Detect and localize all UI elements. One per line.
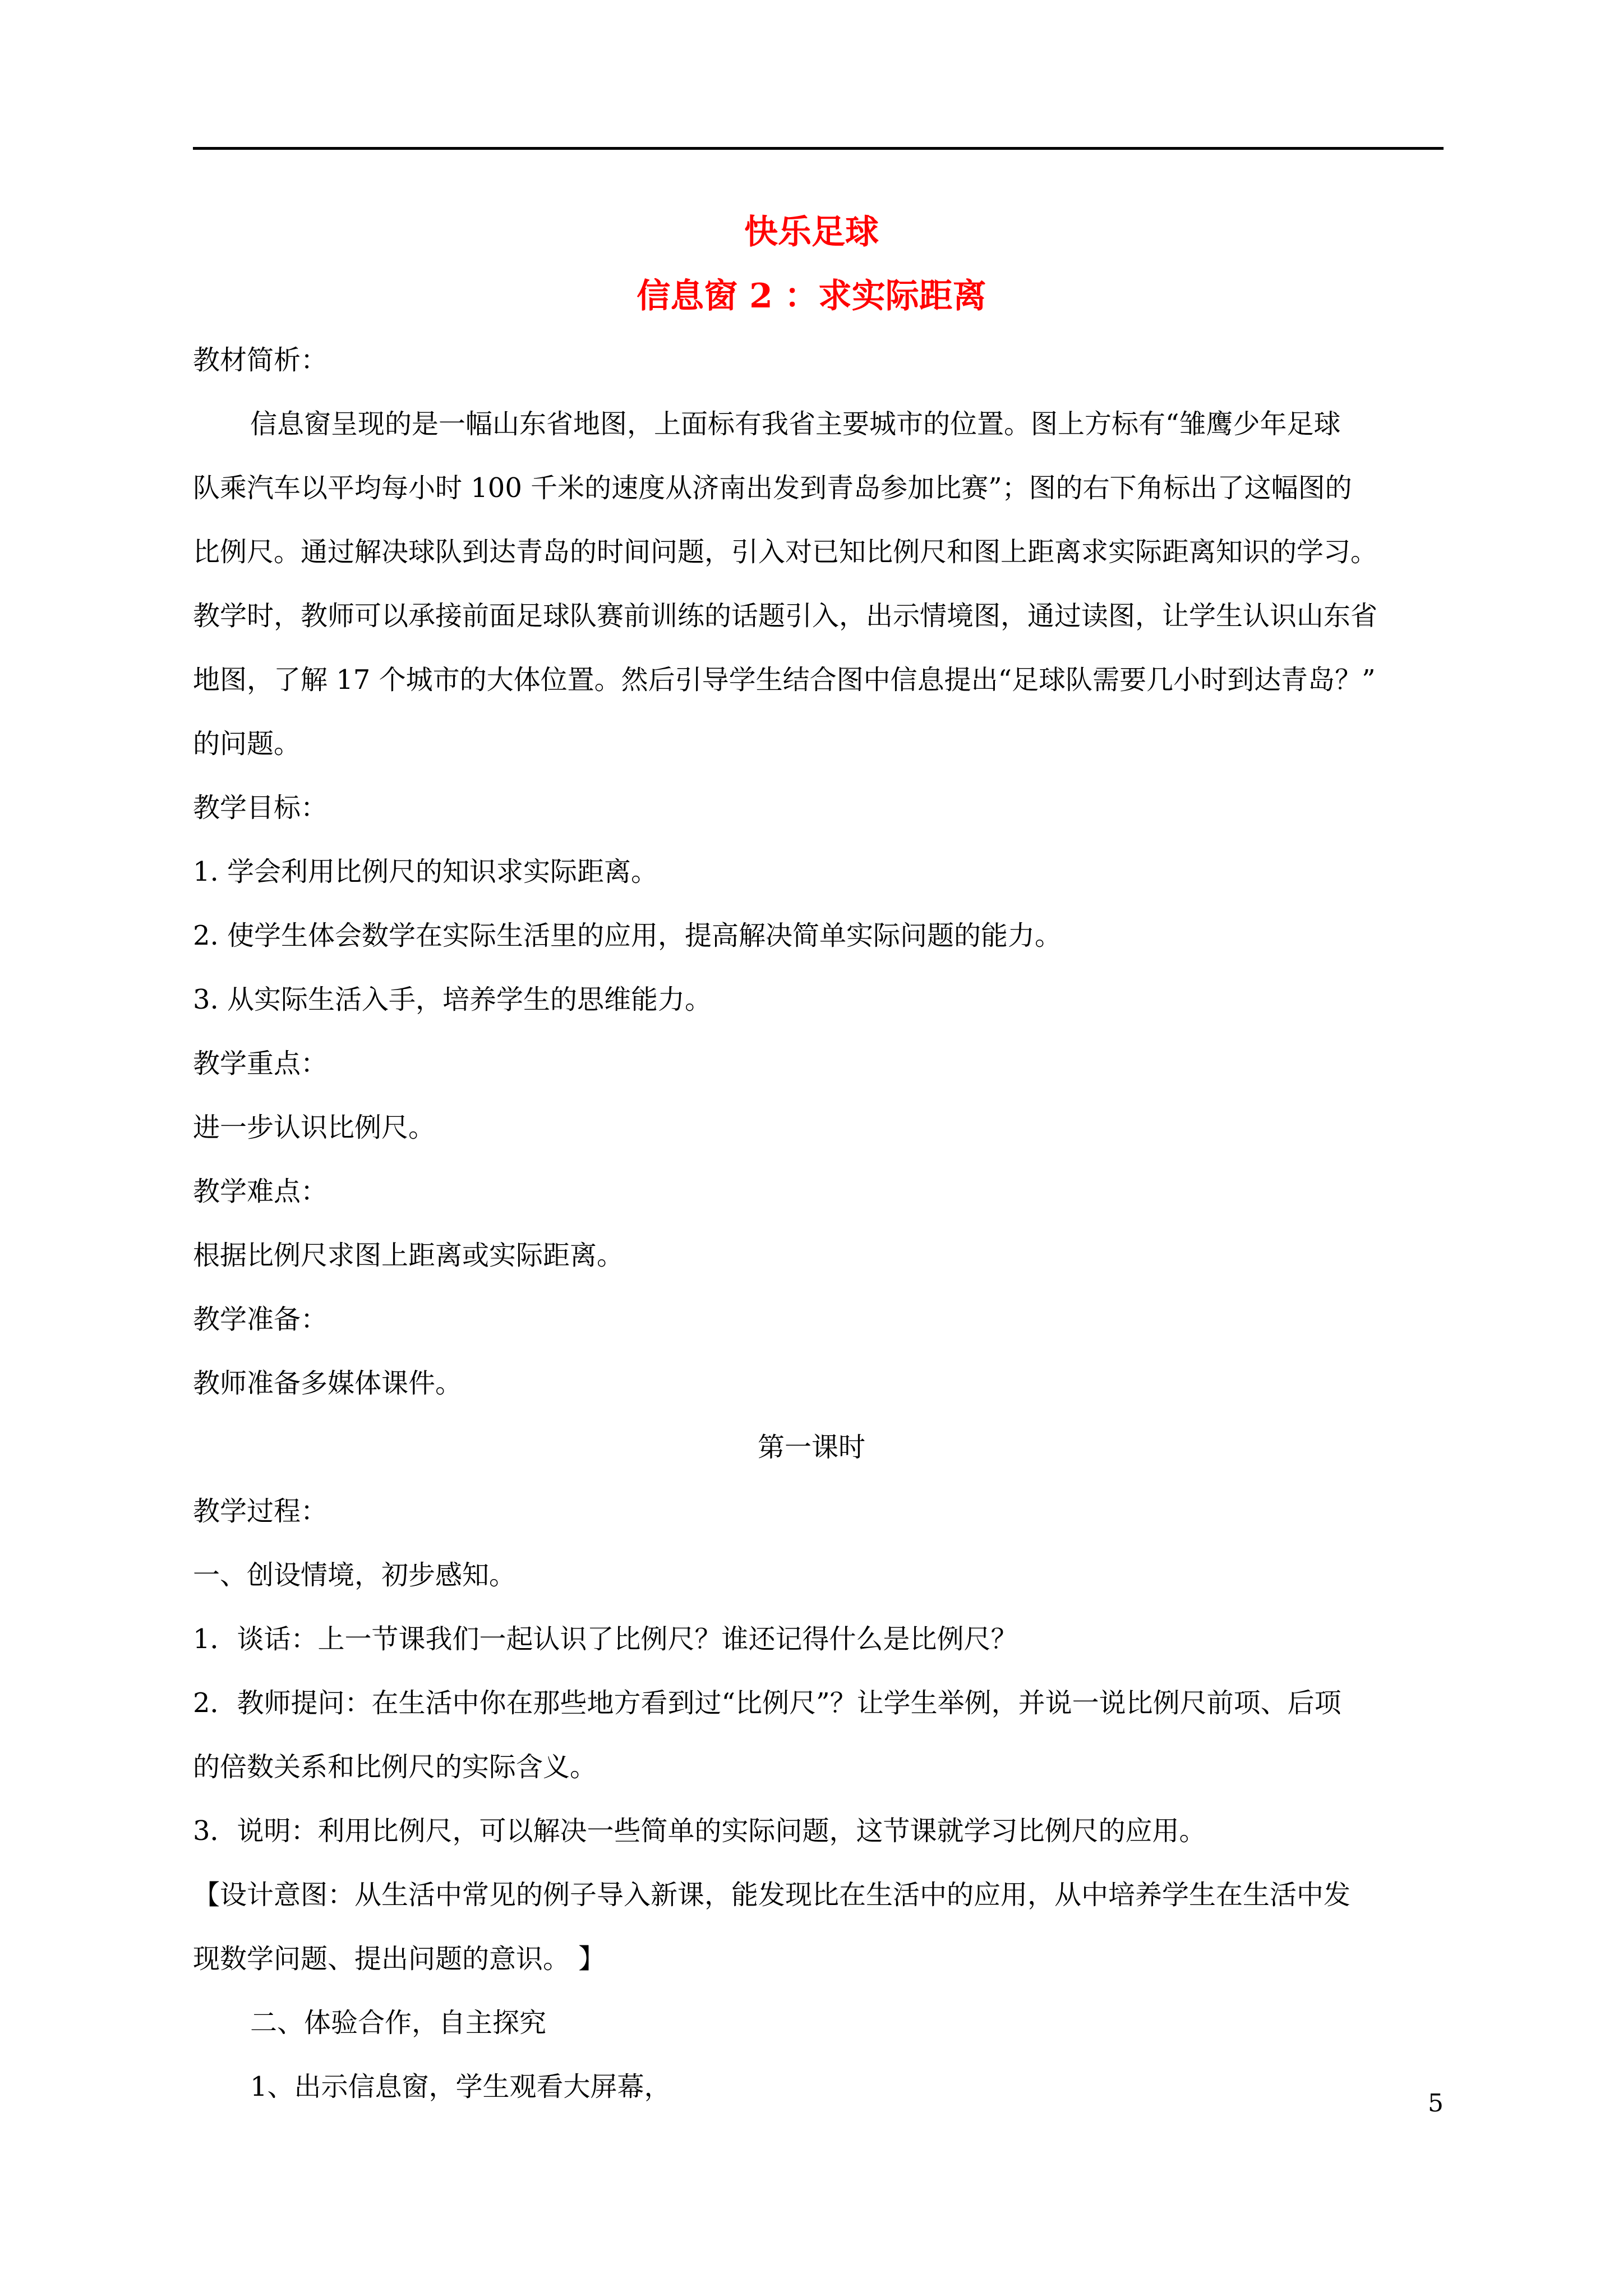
section-heading-difficulties: 教学难点： (193, 1176, 328, 1207)
section-heading-key-points: 教学重点： (193, 1048, 328, 1079)
header-rule (193, 147, 1444, 150)
design-intent-note: 现数学问题、提出问题的意识。 】 (193, 1943, 606, 1975)
step-item: 2．教师提问：在生活中你在那些地方看到过“比例尺”？让学生举例，并说一说比例尺前项、后项 (193, 1687, 1341, 1719)
objective-item: 3. 从实际生活入手，培养学生的思维能力。 (193, 984, 712, 1015)
paragraph-line: 教学时，教师可以承接前面足球队赛前训练的话题引入，出示情境图，通过读图，让学生认识山东省 (193, 600, 1378, 632)
section-heading-analysis: 教材简析： (193, 344, 328, 376)
document-title: 快乐足球 (744, 213, 879, 252)
page-number: 5 (1428, 2089, 1444, 2118)
lesson-heading: 第一课时 (757, 1432, 865, 1463)
objective-item: 2. 使学生体会数学在实际生活里的应用，提高解决简单实际问题的能力。 (193, 920, 1062, 951)
document-subtitle: 信息窗 2 ：求实际距离 (637, 277, 986, 316)
step-item: 3．说明：利用比例尺，可以解决一些简单的实际问题，这节课就学习比例尺的应用。 (193, 1815, 1206, 1847)
paragraph-line: 进一步认识比例尺。 (193, 1112, 436, 1143)
section-heading-preparation: 教学准备： (193, 1304, 328, 1335)
step-item: 1．谈话：上一节课我们一起认识了比例尺？谁还记得什么是比例尺？ (193, 1623, 1018, 1655)
paragraph-line: 的问题。 (193, 728, 301, 760)
section-heading-process: 教学过程： (193, 1496, 328, 1527)
step-heading: 一、创设情境，初步感知。 (193, 1559, 517, 1591)
objective-item: 1. 学会利用比例尺的知识求实际距离。 (193, 856, 658, 887)
paragraph-line: 教师准备多媒体课件。 (193, 1368, 463, 1399)
paragraph-line: 地图，了解 17 个城市的大体位置。然后引导学生结合图中信息提出“足球队需要几小时到达青岛？” (193, 664, 1376, 696)
paragraph-line: 队乘汽车以平均每小时 100 千米的速度从济南出发到青岛参加比赛”；图的右下角标出了这幅图的 (193, 472, 1352, 504)
design-intent-note: 【设计意图：从生活中常见的例子导入新课，能发现比在生活中的应用，从中培养学生在生活中发 (193, 1879, 1351, 1911)
paragraph-line: 根据比例尺求图上距离或实际距离。 (193, 1240, 624, 1271)
paragraph-line: 比例尺。通过解决球队到达青岛的时间问题，引入对已知比例尺和图上距离求实际距离知识的学习。 (193, 536, 1378, 568)
section-heading-objectives: 教学目标： (193, 792, 328, 823)
step-heading: 二、体验合作，自主探究 (250, 2007, 547, 2039)
paragraph-line: 的倍数关系和比例尺的实际含义。 (193, 1751, 597, 1783)
paragraph-line: 信息窗呈现的是一幅山东省地图，上面标有我省主要城市的位置。图上方标有“雏鹰少年足球 (250, 408, 1341, 440)
step-item: 1、出示信息窗，学生观看大屏幕， (250, 2071, 671, 2102)
